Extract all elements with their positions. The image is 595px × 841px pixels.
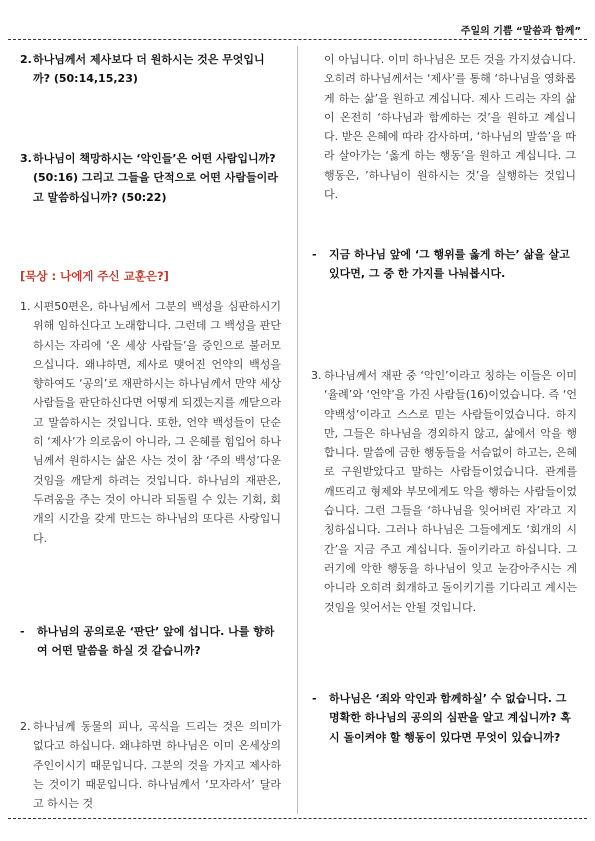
question-2-text: 하나님께서 제사보다 더 원하시는 것은 무엇입니까? (50:14,15,23) — [33, 53, 265, 86]
meditation-3 — [311, 366, 577, 617]
meditation-2-number: 2. — [20, 720, 31, 733]
question-3 — [20, 149, 282, 207]
question-3-number: 3. — [20, 152, 32, 165]
meditation-3-text: 하나님께서 재판 중 ‘악인’이라고 칭하는 이들은 이미 ‘율례’와 ‘언약’을 가진 사람들(16)이었습니다. 즉 ‘언약백성’이라고 스스로 믿는 사람들이었습니다. 하지만, 그들은 하나님을 경외하지 않고, 삶에서 악을 행합니다. 말씀에 금한 행동들을 서슴없이 하고는, 은혜로 구원받았다고 말하는 사람들이었습니다. 관계를 깨뜨리고 형제와 부모에게도 악을 행하는 사람들이었습니다. 그런 그들을 ‘하나님을 잊어버린 자’라고 지칭하십니다. 그러나 하나님은 그들에게도 ‘회개의 시간’을 지금 주고 계십니다. 돌이키라고 하십니다. 그러기에 악한 행동을 하나님이 잊고 눈감아주시는 게 아니라 오히려 회개하고 돌이키기를 기다리고 계시는 것임을 잊어서는 안될 것입니다. — [324, 369, 577, 614]
bottom-divider — [8, 818, 587, 819]
top-divider — [8, 39, 587, 40]
question-2 — [20, 50, 280, 89]
discussion-3 — [312, 689, 578, 747]
meditation-1 — [20, 297, 281, 548]
discussion-2 — [312, 245, 578, 284]
meditation-heading: [묵상 : 나에게 주신 교훈은?] — [20, 269, 169, 283]
discussion-3-dash: - — [312, 692, 317, 705]
column-divider — [297, 46, 298, 814]
meditation-2-continued: 이 아닙니다. 이미 하나님은 모든 것을 가지셨습니다. 오히려 하나님께서는 ‘제사’를 통해 ‘하나님을 영화롭게 하는 삶’을 원하고 계십니다. 제사 드리는 자의 삶이 온전히 ‘하나님과 함께하는 것’을 원하고 계십니다. 받은 은혜에 따라 감사하며, ‘하나님의 말씀’을 따라 살아가는 ‘옳게 하는 행동’을 원하고 계십니다. 그 행동은, ’하나님이 원하시는 것’을 실행하는 것입니다. — [324, 53, 576, 202]
page-header-title: 주일의 기쁨 “말씀과 함께” — [460, 26, 581, 37]
meditation-2 — [20, 717, 281, 813]
meditation-3-number: 3. — [311, 369, 322, 382]
question-3-text: 하나님이 책망하시는 ‘악인들’은 어떤 사람입니까? (50:16) 그리고 그들을 단적으로 어떤 사람들이라고 말씀하십니까? (50:22) — [33, 152, 278, 204]
discussion-1 — [20, 622, 285, 661]
discussion-2-dash: - — [312, 248, 317, 261]
question-2-number: 2. — [20, 53, 32, 66]
discussion-1-text: 하나님의 공의로운 ‘판단’ 앞에 섭니다. 나를 향하여 어떤 말씀을 하실 것 같습니까? — [37, 625, 275, 658]
meditation-1-text: 시편50편은, 하나님께서 그분의 백성을 심판하시기 위해 임하신다고 노래합니다. 그런데 그 백성을 판단하시는 자리에 ‘온 세상 사람들’을 증인으로 불러모으십니다. 왜냐하면, 제사로 맺어진 언약의 백성을 향하여도 ‘공의’로 재판하시는 하나님께서 만약 세상 사람들을 판단하신다면 어떻게 되겠는지를 깨닫으라고 말씀하시는 것입니다. 또한, 언약 백성들이 단순히 ‘제사’가 의로움이 아니라, 그 은혜를 힘입어 하나님께서 원하시는 삶은 사는 것이 참 ‘주의 백성’다운 것임을 깨닫게 하려는 것입니다. 하나님의 재판은, 두려움을 주는 것이 아니라 되돌릴 수 있는 기회, 회개의 시간을 갖게 만드는 하나님의 또다른 사랑입니다. — [33, 300, 281, 545]
discussion-1-dash: - — [20, 625, 25, 638]
discussion-3-text: 하나님은 ‘죄와 악인과 함께하실’ 수 없습니다. 그 명확한 하나님의 공의의 심판을 알고 계십니까? 혹시 돌이켜야 할 행동이 있다면 무엇이 있습니까? — [329, 692, 571, 744]
meditation-1-number: 1. — [20, 300, 31, 313]
meditation-2-text: 하나님께 동물의 피나, 곡식을 드리는 것은 의미가 없다고 하십니다. 왜냐하면 하나님은 이미 온세상의 주인이시기 때문입니다. 그분의 것을 가지고 제사하는 것이기 때문입니다. 하나님께서 ‘모자라서’ 달라고 하시는 것 — [33, 720, 281, 811]
discussion-2-text: 지금 하나님 앞에 ‘그 행위를 옳게 하는’ 삶을 살고 있다면, 그 중 한 가지를 나눠봅시다. — [329, 248, 570, 281]
